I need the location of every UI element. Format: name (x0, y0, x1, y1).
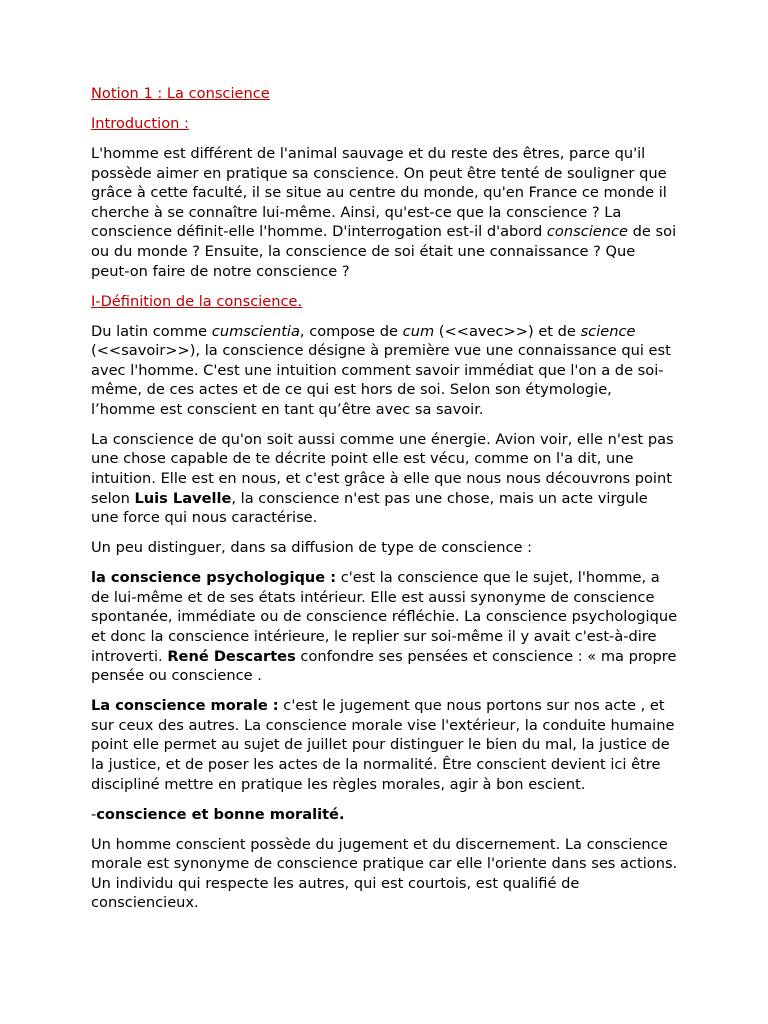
energy-bold-lavelle: Luis Lavelle (134, 489, 232, 507)
intro-text-2: de soi ou du monde ? Ensuite, la conscience de soi était une connaissance ? Que peut-on faire de notre conscience ? (91, 223, 677, 280)
psychological-term: la conscience psychologique : (91, 569, 337, 587)
subheading-dash: - (91, 805, 97, 823)
psychological-text-2: confondre ses pensées et conscience : « ma propre pensée ou conscience . (91, 647, 677, 685)
moral-text-1: c'est le jugement que nous portons sur nos acte , et sur ceux des autres. La conscience morale vise l'extérieur, la conduite humaine point elle permet au sujet de juillet pour distinguer le bien du mal, la justice de la justice, et de poser les actes de la normalité. Être conscient devient ici être discipliné mettre en pratique les règles morales, agir à bon escient. (91, 697, 675, 793)
intro-paragraph (91, 144, 678, 281)
section1-heading: I-Définition de la conscience. (91, 292, 303, 310)
energy-text-2: , la conscience n'est pas une chose, mais un acte virgule une force qui nous caractérise. (91, 489, 648, 527)
subheading-morality (91, 805, 678, 825)
etymology-paragraph (91, 322, 678, 420)
psychological-bold-descartes: René Descartes (167, 647, 296, 665)
etymology-text-3: (<<avec>>) et de (434, 322, 581, 340)
intro-italic-conscience: conscience (546, 223, 629, 241)
energy-text-1: La conscience de qu'on soit aussi comme une énergie. Avion voir, elle n'est pas une chose capable de te décrite point elle est vécu, comme on l'a dit, une intuition. Elle est en nous, et c'est grâce à elle que nous nous découvrons point selon (91, 430, 674, 507)
distinguish-paragraph: Un peu distinguer, dans sa diffusion de type de conscience : (91, 539, 533, 557)
etymology-text-2: , compose de (299, 322, 403, 340)
moral-paragraph (91, 696, 678, 794)
intro-text-1: L'homme est différent de l'animal sauvage et du reste des êtres, parce qu'il possède aimer en pratique sa conscience. On peut être tenté de souligner que grâce à cette faculté, il se situe au centre du monde, qu'en France ce monde il cherche à se connaître lui-même. Ainsi, qu'est-ce que la conscience ? La conscience définit-elle l'homme. D'interrogation est-il d'abord (91, 144, 667, 241)
etymology-text-4: (<<savoir>>), la conscience désigne à première vue une connaissance qui est avec l'homme. C'est une intuition comment savoir immédiat que l'on a de soi-même, de ces actes et de ce qui est hors de soi. Selon son étymologie, l’homme est conscient en tant qu’être avec sa savoir. (91, 342, 671, 418)
energy-paragraph (91, 430, 678, 528)
psychological-paragraph (91, 568, 678, 686)
intro-heading: Introduction : (91, 114, 189, 132)
subheading-text: conscience et bonne moralité. (96, 805, 345, 823)
final-paragraph: Un homme conscient possède du jugement et du discernement. La conscience morale est synonyme de conscience pratique car elle l'oriente dans ses actions. Un individu qui respecte les autres, qui est courtois, est qualifié de consciencieux. (91, 835, 678, 912)
moral-term: La conscience morale : (91, 697, 279, 715)
etymology-italic-science: science (580, 322, 636, 340)
etymology-italic-cumscientia: cumscientia (211, 322, 300, 340)
etymology-italic-cum: cum (402, 322, 435, 340)
etymology-text-1: Du latin comme (91, 322, 212, 340)
psychological-text-1: c'est la conscience que le sujet, l'homme, a de lui-même et de ses états intérieur. Elle est aussi synonyme de conscience spontanée, immédiate ou de conscience réfléchie. La conscience psychologique et donc la conscience intérieure, le replier sur soi-même il y avait c'est-à-dire introverti. (91, 569, 678, 665)
notion-title: Notion 1 : La conscience (91, 85, 270, 102)
